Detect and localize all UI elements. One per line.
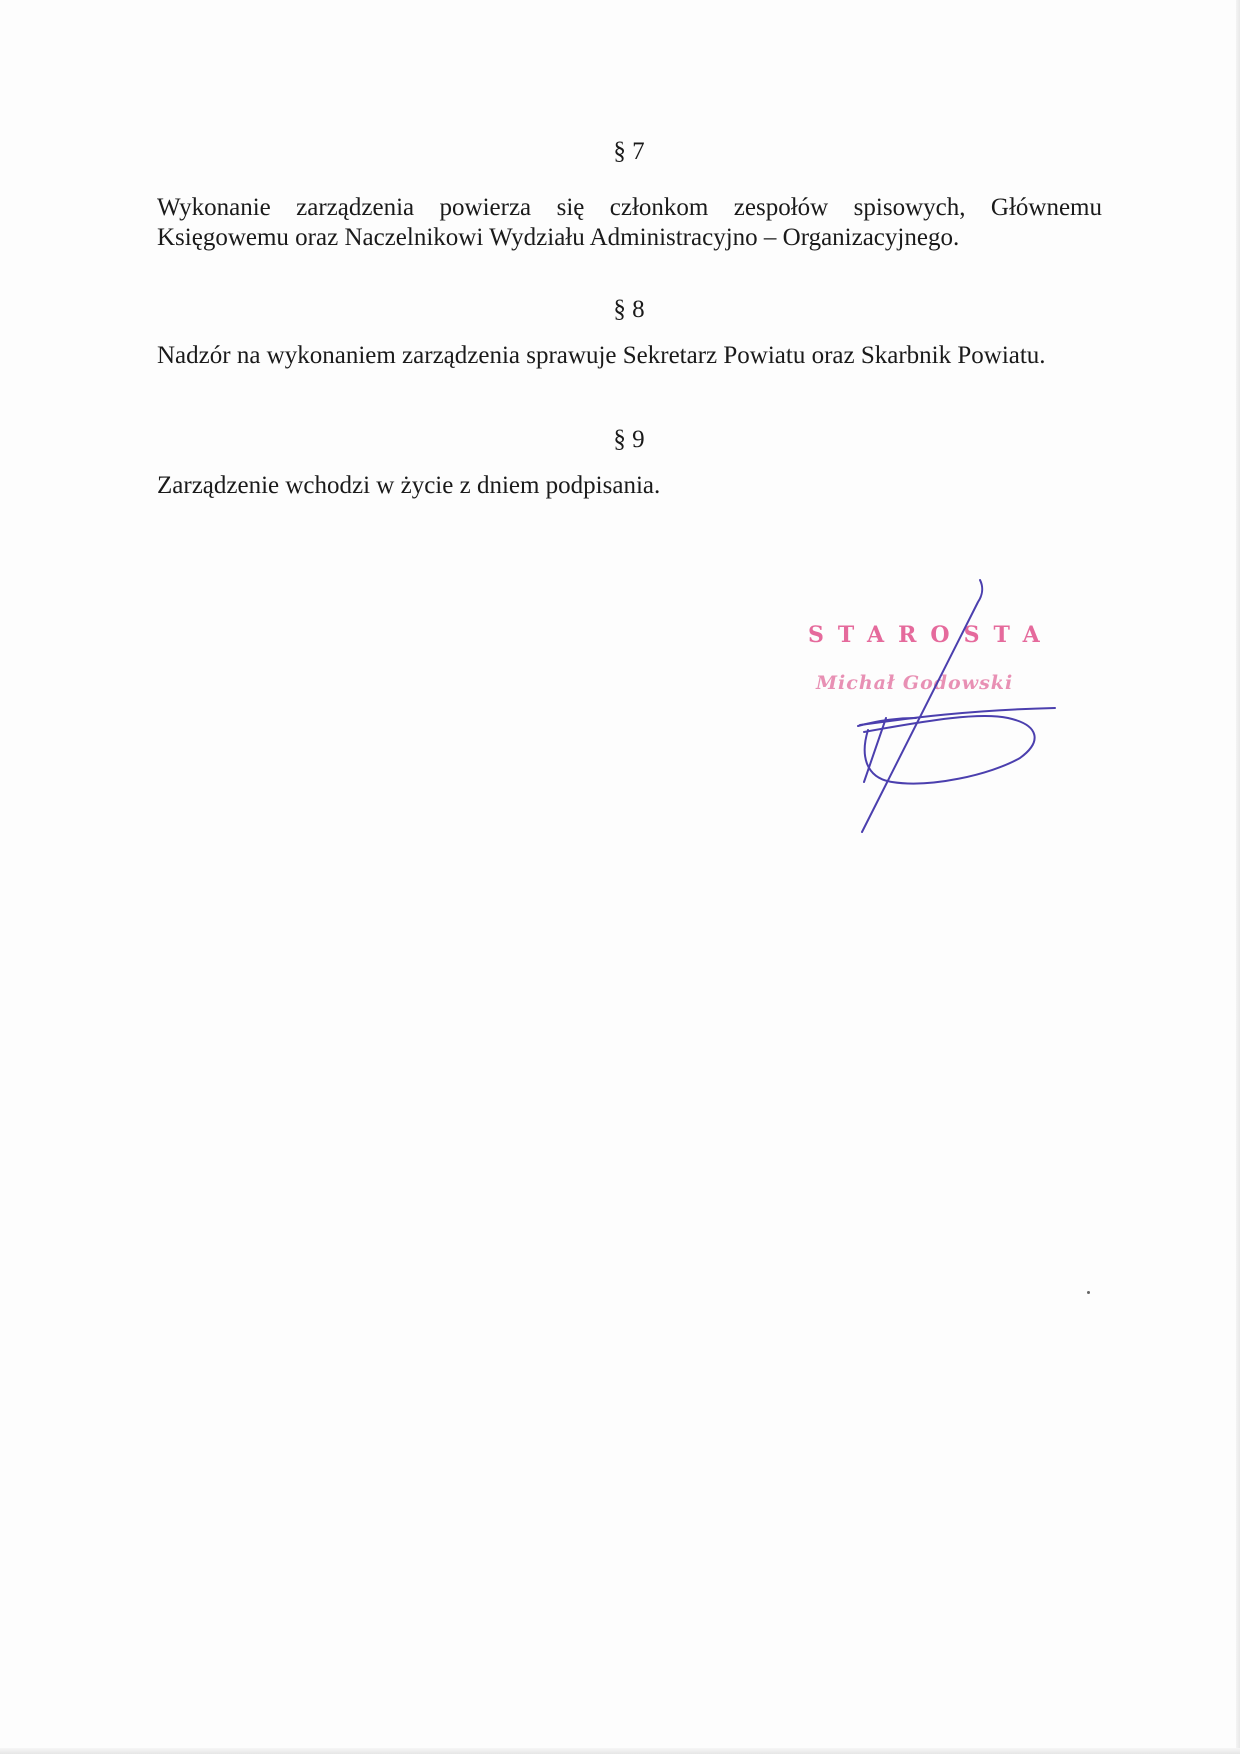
stamp-name: Michał Godowski [816,672,1014,694]
stamp-title: STAROSTA [808,622,1054,648]
section-7-heading: § 7 [613,138,645,165]
section-7-text [157,193,1102,253]
section-7-text-line-2: Księgowemu oraz Naczelnikowi Wydziału Administracyjno – Organizacyjnego. [157,224,960,251]
scan-edge-bottom [0,1748,1240,1754]
scan-speck [1087,1291,1090,1294]
section-7-text-line-1: Wykonanie zarządzenia powierza się członkom zespołów spisowych, Głównemu [157,194,1102,221]
section-9-heading: § 9 [613,426,645,453]
section-8-text: Nadzór na wykonaniem zarządzenia sprawuje Sekretarz Powiatu oraz Skarbnik Powiatu. [157,342,1046,369]
scan-edge-right [1236,0,1240,1754]
handwritten-signature [820,570,1070,840]
section-8-heading: § 8 [613,296,645,323]
section-9-text: Zarządzenie wchodzi w życie z dniem podpisania. [157,472,661,499]
